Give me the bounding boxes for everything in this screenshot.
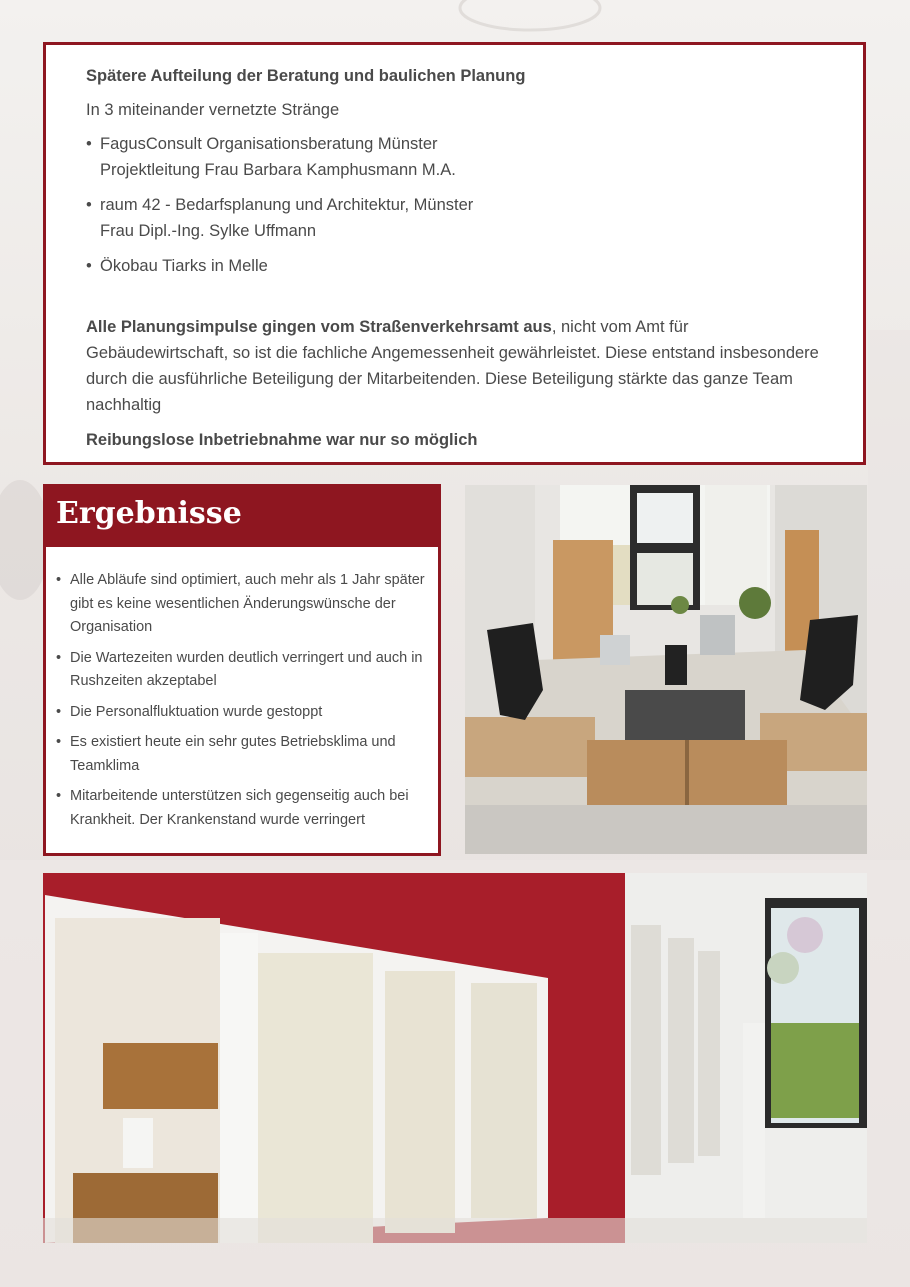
- planning-heading: Spätere Aufteilung der Beratung und baulichen Planung: [86, 67, 526, 85]
- list-item: • FagusConsult Organisationsberatung Münster Projektleitung Frau Barbara Kamphusmann M.A.: [86, 131, 823, 183]
- planning-intro: In 3 miteinander vernetzte Stränge: [86, 101, 340, 119]
- results-title: Ergebnisse: [46, 487, 438, 547]
- planning-impulse: Alle Planungsimpulse gingen vom Straßenverkehrsamt aus, nicht vom Amt für Gebäudewirtschaft, so ist die fachliche Angemessenheit gewährleistet. Diese entstand insbesondere durch die ausführliche Beteiligung der Mitarbeitenden. Diese Beteiligung stärkte das ganze Team nachhaltig: [86, 318, 819, 414]
- list-item: • Die Personalfluktuation wurde gestoppt: [56, 701, 428, 725]
- office-photo: [465, 485, 867, 854]
- list-item: • Es existiert heute ein sehr gutes Betriebsklima und Teamklima: [56, 731, 428, 778]
- planning-list: [86, 131, 823, 279]
- planning-box: [43, 42, 866, 465]
- list-item: • Alle Abläufe sind optimiert, auch mehr als 1 Jahr später gibt es keine wesentlichen Änderungswünsche der Organisation: [56, 569, 428, 640]
- list-item: • Ökobau Tiarks in Melle: [86, 253, 823, 279]
- hallway-photo: [43, 873, 867, 1243]
- results-list: [46, 547, 438, 832]
- planning-closing: Reibungslose Inbetriebnahme war nur so möglich: [86, 431, 478, 449]
- list-item: • Mitarbeitende unterstützen sich gegenseitig auch bei Krankheit. Der Krankenstand wurde verringert: [56, 785, 428, 832]
- results-box: [43, 484, 441, 856]
- list-item: • raum 42 - Bedarfsplanung und Architektur, Münster Frau Dipl.-Ing. Sylke Uffmann: [86, 192, 823, 244]
- list-item: • Die Wartezeiten wurden deutlich verringert und auch in Rushzeiten akzeptabel: [56, 647, 428, 694]
